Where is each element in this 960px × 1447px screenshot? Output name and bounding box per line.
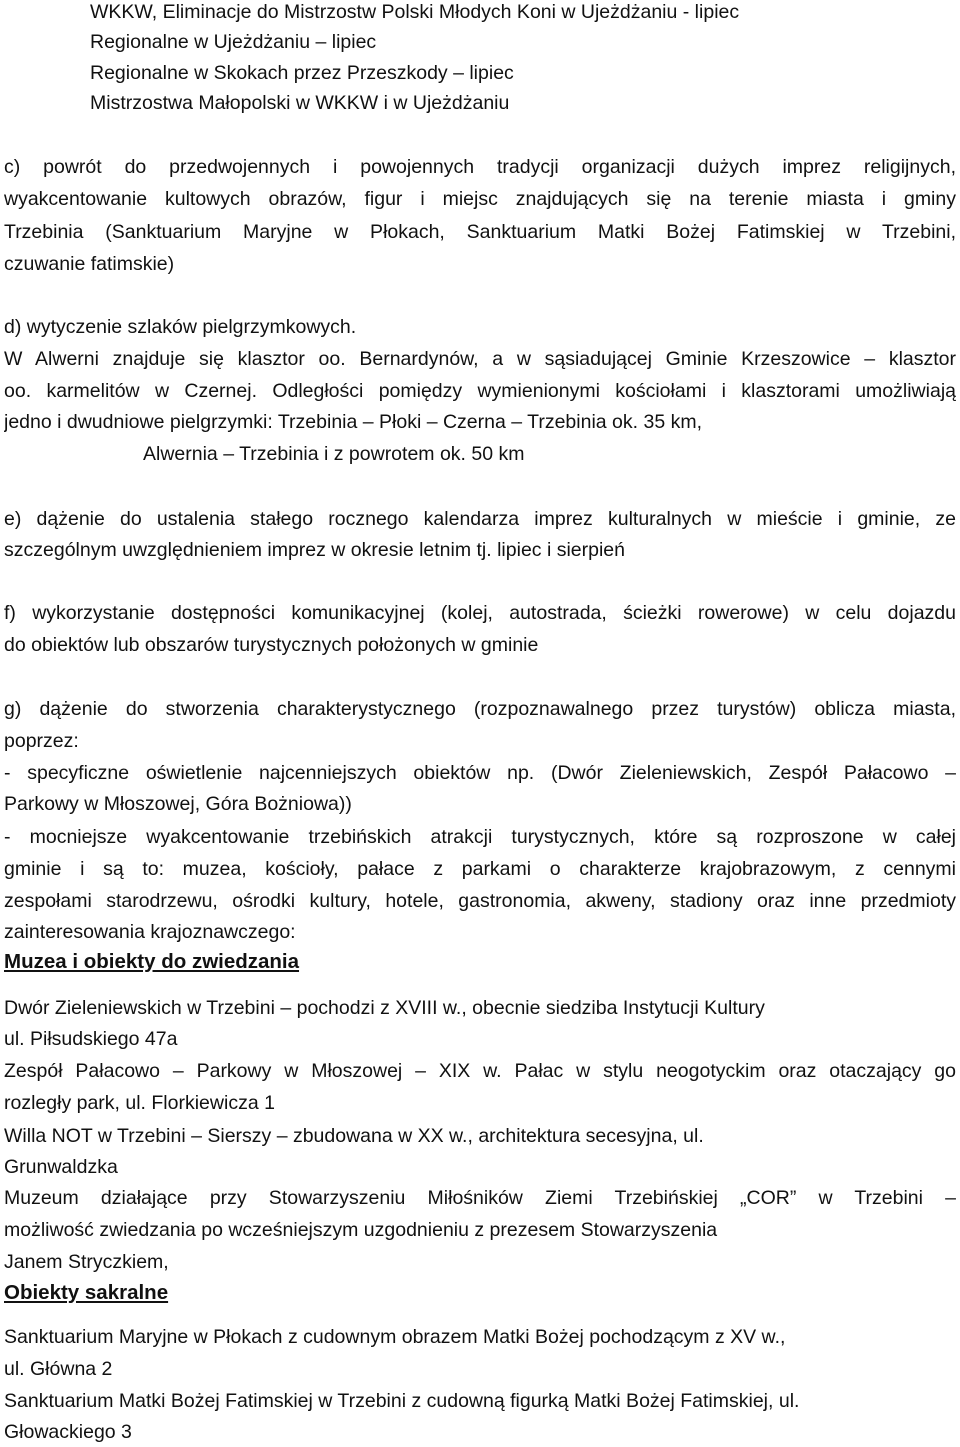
paragraph-g-line: poprzez: [4,730,79,752]
paragraph-c-line: wyakcentowanie kultowych obrazów, figur i miejsc znajdujących się na terenie miasta i gminy [4,188,956,210]
paragraph-c-line: czuwanie fatimskie) [4,253,175,275]
paragraph-f-line: do obiektów lub obszarów turystycznych położonych w gminie [4,634,539,656]
paragraph-g-line: - specyficzne oświetlenie najcenniejszych obiektów np. (Dwór Zieleniewskich, Zespół Pałacowo – [4,762,956,784]
event-line: Regionalne w Skokach przez Przeszkody – lipiec [90,62,514,84]
paragraph-g-line: - mocniejsze wyakcentowanie trzebińskich atrakcji turystycznych, które są rozproszone w całej [4,826,956,848]
paragraph-g-line: zainteresowania krajoznawczego: [4,921,296,943]
paragraph-g-line: zespołami starodrzewu, ośrodki kultury, hotele, gastronomia, akweny, stadiony oraz inne przedmioty [4,890,956,912]
paragraph-c-line: c) powrót do przedwojennych i powojennych tradycji organizacji dużych imprez religijnych, [4,156,956,178]
museum-line: Zespół Pałacowo – Parkowy w Młoszowej – XIX w. Pałac w stylu neogotyckim oraz otaczający go [4,1060,956,1082]
paragraph-d-line: W Alwerni znajduje się klasztor oo. Bernardynów, a w sąsiadującej Gminie Krzeszowice – klasztor [4,348,956,370]
museum-line: ul. Piłsudskiego 47a [4,1028,178,1050]
sacred-line: ul. Główna 2 [4,1358,113,1380]
museum-line: Willa NOT w Trzebini – Sierszy – zbudowana w XX w., architektura secesyjna, ul. [4,1125,704,1147]
paragraph-d-line: d) wytyczenie szlaków pielgrzymkowych. [4,316,357,338]
paragraph-e-line: szczególnym uwzględnieniem imprez w okresie letnim tj. lipiec i sierpień [4,539,625,561]
paragraph-c-line: Trzebinia (Sanktuarium Maryjne w Płokach, Sanktuarium Matki Bożej Fatimskiej w Trzebini, [4,221,956,243]
museum-line: Grunwaldzka [4,1156,118,1178]
paragraph-g-line: gminie i są to: muzea, kościoły, pałace z parkami o charakterze krajobrazowym, z cennymi [4,858,956,880]
paragraph-e-line: e) dążenie do ustalenia stałego rocznego kalendarza imprez kulturalnych w mieście i gminie, ze [4,508,956,530]
paragraph-g-line: g) dążenie do stworzenia charakterystycznego (rozpoznawalnego przez turystów) oblicza miasta, [4,698,956,720]
museum-line: możliwość zwiedzania po wcześniejszym uzgodnieniu z prezesem Stowarzyszenia [4,1219,718,1241]
museum-line: Muzeum działające przy Stowarzyszeniu Miłośników Ziemi Trzebińskiej „COR” w Trzebini – [4,1187,956,1209]
sacred-heading: Obiekty sakralne [4,1281,169,1304]
sacred-line: Sanktuarium Matki Bożej Fatimskiej w Trzebini z cudowną figurką Matki Bożej Fatimskiej, ul. [4,1390,800,1412]
paragraph-d-line: jedno i dwudniowe pielgrzymki: Trzebinia – Płoki – Czerna – Trzebinia ok. 35 km, [4,411,703,433]
paragraph-g-line: Parkowy w Młoszowej, Góra Bożniowa)) [4,793,352,815]
museums-heading: Muzea i obiekty do zwiedzania [4,950,300,973]
museum-line: rozległy park, ul. Florkiewicza 1 [4,1092,275,1114]
sacred-line: Sanktuarium Maryjne w Płokach z cudownym obrazem Matki Bożej pochodzącym z XV w., [4,1326,786,1348]
paragraph-f-line: f) wykorzystanie dostępności komunikacyjnej (kolej, autostrada, ścieżki rowerowe) w celu dojazdu [4,602,956,624]
event-line: Regionalne w Ujeżdżaniu – lipiec [90,31,377,53]
sacred-line: Głowackiego 3 [4,1421,132,1443]
museum-line: Dwór Zieleniewskich w Trzebini – pochodzi z XVIII w., obecnie siedziba Instytucji Kultury [4,997,765,1019]
event-line: Mistrzostwa Małopolski w WKKW i w Ujeżdżaniu [90,92,510,114]
museum-line: Janem Stryczkiem, [4,1251,169,1273]
paragraph-d-line: Alwernia – Trzebinia i z powrotem ok. 50 km [143,443,525,465]
event-line: WKKW, Eliminacje do Mistrzostw Polski Młodych Koni w Ujeżdżaniu - lipiec [90,1,740,23]
paragraph-d-line: oo. karmelitów w Czernej. Odległości pomiędzy wymienionymi kościołami i klasztorami umożliwiają [4,380,956,402]
